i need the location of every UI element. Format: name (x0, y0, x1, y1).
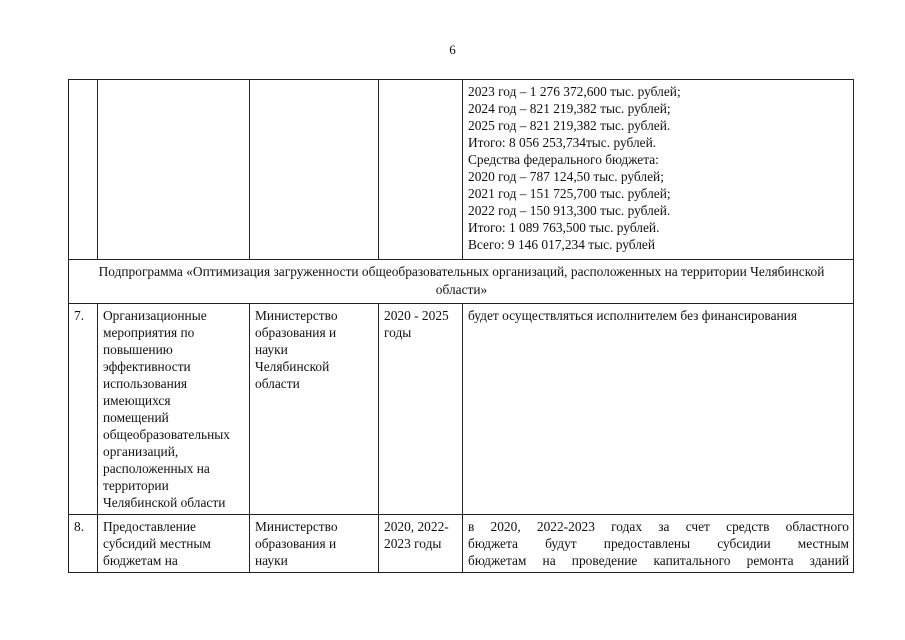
subprogram-heading: Подпрограмма «Оптимизация загруженности общеобразовательных организаций, расположенных на территории Челябинской области» (69, 260, 854, 304)
financing-line: бюджетам на проведение капитального ремонта зданий (468, 553, 849, 568)
activity-line: мероприятия по (103, 325, 195, 340)
executor-line: Министерство (255, 308, 338, 323)
executor-line: образования и (255, 325, 337, 340)
activity-line: повышению (103, 342, 173, 357)
activity-line: Организационные (103, 308, 207, 323)
funding-line: 2022 год – 150 913,300 тыс. рублей. (468, 203, 671, 218)
activity-line: расположенных на (103, 461, 210, 476)
executor-cell-empty (250, 80, 379, 260)
activity-line: имеющихся (103, 393, 171, 408)
period-cell (379, 515, 463, 573)
period-cell-empty (379, 80, 463, 260)
activity-cell-empty (98, 80, 250, 260)
funding-line: 2025 год – 821 219,382 тыс. рублей. (468, 118, 671, 133)
funding-line: Итого: 1 089 763,500 тыс. рублей. (468, 220, 660, 235)
funding-line: 2020 год – 787 124,50 тыс. рублей; (468, 169, 664, 184)
activity-line: помещений (103, 410, 169, 425)
executor-line: науки (255, 553, 288, 568)
activity-cell (98, 304, 250, 515)
funding-line: Всего: 9 146 017,234 тыс. рублей (468, 237, 656, 252)
period-cell (379, 304, 463, 515)
activity-cell (98, 515, 250, 573)
table-row-continued-funding (69, 80, 854, 260)
executor-cell (250, 304, 379, 515)
period-line: 2020, 2022- (384, 519, 449, 534)
financing-text: будет осуществляться исполнителем без финансирования (468, 308, 798, 323)
period-line: 2020 - 2025 (384, 308, 449, 323)
funding-line: Средства федерального бюджета: (468, 152, 659, 167)
number-cell-empty (69, 80, 98, 260)
funding-line: 2023 год – 1 276 372,600 тыс. рублей; (468, 84, 681, 99)
activity-line: эффективности (103, 359, 191, 374)
executor-cell (250, 515, 379, 573)
activity-line: бюджетам на (103, 553, 178, 568)
period-line: 2023 годы (384, 536, 442, 551)
program-activities-table (68, 79, 854, 573)
table-row (69, 515, 854, 573)
activity-line: общеобразовательных (103, 427, 231, 442)
funding-cell (463, 80, 854, 260)
funding-line: 2024 год – 821 219,382 тыс. рублей; (468, 101, 671, 116)
activity-line: Челябинской области (103, 495, 226, 510)
executor-line: Министерство (255, 519, 338, 534)
table-row (69, 304, 854, 515)
executor-line: Челябинской (255, 359, 330, 374)
executor-line: науки (255, 342, 288, 357)
financing-cell (463, 515, 854, 573)
funding-line: 2021 год – 151 725,700 тыс. рублей; (468, 186, 671, 201)
activity-line: субсидий местным (103, 536, 211, 551)
page-number: 6 (449, 42, 456, 57)
activity-line: Предоставление (103, 519, 196, 534)
activity-line: территории (103, 478, 169, 493)
funding-line: Итого: 8 056 253,734тыс. рублей. (468, 135, 657, 150)
period-line: годы (384, 325, 412, 340)
financing-line: в 2020, 2022-2023 годах за счет средств областного (468, 519, 849, 534)
table-row-subprogram-heading (69, 260, 854, 304)
financing-cell (463, 304, 854, 515)
activity-line: использования (103, 376, 188, 391)
executor-line: области (255, 376, 300, 391)
row-number: 7. (69, 304, 98, 515)
financing-line: бюджета будут предоставлены субсидии местным (468, 536, 849, 551)
row-number: 8. (69, 515, 98, 573)
activity-line: организаций, (103, 444, 179, 459)
executor-line: образования и (255, 536, 337, 551)
